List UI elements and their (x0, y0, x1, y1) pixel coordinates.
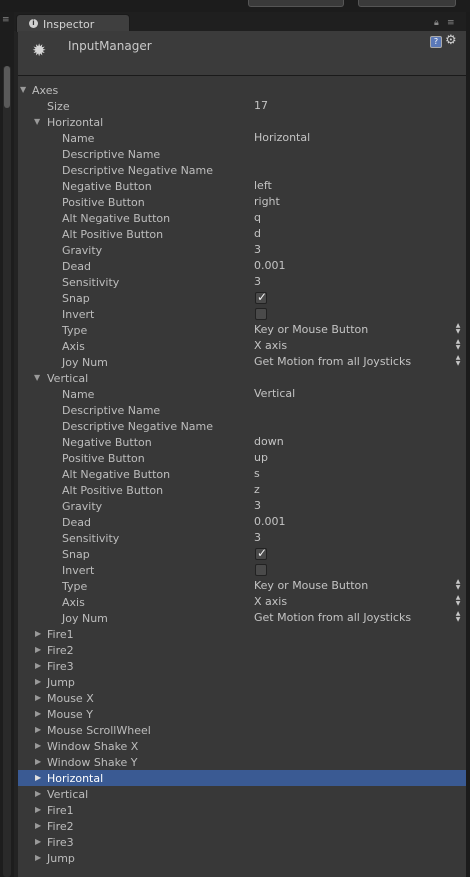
foldout-arrow-icon[interactable]: ▶ (35, 853, 42, 862)
settings-icon[interactable]: ⚙ (445, 33, 457, 48)
foldout-collapsed-axis[interactable] (18, 642, 466, 658)
field-label: Negative Button (62, 436, 152, 449)
foldout-arrow-icon[interactable]: ▶ (35, 821, 42, 830)
field-row-name (18, 130, 466, 146)
field-row-joy-num (18, 354, 466, 370)
dead-field[interactable]: 0.001 (254, 259, 286, 272)
sensitivity-field[interactable]: 3 (254, 275, 261, 288)
left-menu-icon[interactable]: ≡ (2, 15, 10, 25)
field-row-gravity (18, 498, 466, 514)
invert-checkbox[interactable] (255, 308, 267, 320)
field-row-descriptive-negative-name (18, 418, 466, 434)
stepper-icon[interactable]: ▲ ▼ (455, 578, 461, 591)
field-label: Alt Positive Button (62, 228, 164, 241)
field-label: Alt Positive Button (62, 484, 164, 497)
foldout-arrow-icon[interactable]: ▶ (35, 741, 42, 750)
field-row-name (18, 386, 466, 402)
help-icon[interactable]: ? (430, 36, 442, 48)
field-label: Snap (62, 548, 90, 561)
inspector-header (18, 31, 466, 76)
foldout-label: Fire1 (47, 804, 74, 817)
field-label: Gravity (62, 500, 103, 513)
foldout-collapsed-axis[interactable] (18, 850, 466, 866)
top-strip (0, 0, 470, 12)
field-label: Descriptive Name (62, 404, 161, 417)
field-label: Negative Button (62, 180, 152, 193)
joy-num-dropdown[interactable]: Get Motion from all Joysticks (254, 611, 412, 624)
field-label: Gravity (62, 244, 103, 257)
foldout-collapsed-axis[interactable] (18, 674, 466, 690)
field-label: Sensitivity (62, 532, 120, 545)
right-panel-edge (466, 12, 470, 877)
foldout-collapsed-axis[interactable] (18, 818, 466, 834)
snap-checkbox[interactable] (255, 548, 267, 560)
dead-field[interactable]: 0.001 (254, 515, 286, 528)
foldout-arrow-icon[interactable]: ▶ (35, 837, 42, 846)
foldout-label: Jump (47, 852, 75, 865)
foldout-arrow-icon[interactable]: ▶ (35, 789, 42, 798)
foldout-label: Horizontal (47, 772, 104, 785)
layout-dropdown[interactable] (358, 0, 456, 7)
foldout-label: Fire2 (47, 644, 74, 657)
foldout-arrow-icon[interactable]: ▶ (35, 709, 42, 718)
left-scrollbar[interactable] (3, 66, 11, 877)
lock-icon[interactable]: 🔒︎ (434, 18, 439, 28)
foldout-arrow-icon[interactable]: ▼ (34, 117, 41, 126)
field-label: Invert (62, 564, 95, 577)
name-field[interactable]: Horizontal (254, 131, 311, 144)
field-label: Type (62, 324, 88, 337)
foldout-horizontal[interactable] (18, 114, 466, 130)
foldout-label: Window Shake Y (47, 756, 138, 769)
tab-inspector[interactable] (16, 14, 130, 32)
foldout-label: Mouse X (47, 692, 94, 705)
alt-positive-button-field[interactable]: d (254, 227, 261, 240)
stepper-icon[interactable]: ▲ ▼ (455, 354, 461, 367)
field-row-joy-num (18, 610, 466, 626)
snap-checkbox[interactable] (255, 292, 267, 304)
gravity-field[interactable]: 3 (254, 243, 261, 256)
field-row-alt-negative-button (18, 210, 466, 226)
foldout-collapsed-axis[interactable] (18, 658, 466, 674)
foldout-label: Horizontal (47, 116, 104, 129)
foldout-label: Axes (32, 84, 59, 97)
foldout-vertical[interactable] (18, 370, 466, 386)
field-label: Type (62, 580, 88, 593)
field-row-descriptive-name (18, 146, 466, 162)
foldout-axes[interactable] (18, 82, 466, 98)
field-label: Alt Negative Button (62, 212, 171, 225)
foldout-collapsed-axis[interactable] (18, 834, 466, 850)
field-label: Snap (62, 292, 90, 305)
foldout-arrow-icon[interactable]: ▶ (35, 805, 42, 814)
size-row (18, 98, 466, 114)
alt-negative-button-field[interactable]: q (254, 211, 261, 224)
axis-dropdown[interactable]: X axis (254, 339, 288, 352)
menu-icon[interactable]: ≡ (447, 18, 455, 28)
alt-negative-button-field[interactable]: s (254, 467, 260, 480)
checkmark-icon: ✓ (257, 290, 268, 304)
foldout-arrow-icon[interactable]: ▶ (35, 757, 42, 766)
gravity-field[interactable]: 3 (254, 499, 261, 512)
foldout-label: Fire2 (47, 820, 74, 833)
type-dropdown[interactable]: Key or Mouse Button (254, 579, 369, 592)
field-label: Positive Button (62, 196, 145, 209)
foldout-arrow-icon[interactable]: ▼ (34, 373, 41, 382)
tab-label: Inspector (43, 18, 95, 31)
size-label: Size (47, 100, 70, 113)
foldout-collapsed-axis[interactable] (18, 626, 466, 642)
foldout-label: Vertical (47, 788, 89, 801)
foldout-collapsed-axis[interactable] (18, 770, 466, 786)
foldout-label: Window Shake X (47, 740, 139, 753)
foldout-label: Mouse ScrollWheel (47, 724, 151, 737)
name-field[interactable]: Vertical (254, 387, 296, 400)
stepper-icon[interactable]: ▲ ▼ (455, 322, 461, 335)
invert-checkbox[interactable] (255, 564, 267, 576)
field-row-axis (18, 594, 466, 610)
layers-dropdown[interactable] (248, 0, 344, 7)
field-row-type (18, 578, 466, 594)
field-row-positive-button (18, 194, 466, 210)
page-title: InputManager (68, 39, 152, 53)
foldout-collapsed-axis[interactable] (18, 738, 466, 754)
field-label: Invert (62, 308, 95, 321)
axis-dropdown[interactable]: X axis (254, 595, 288, 608)
field-row-invert (18, 306, 466, 322)
field-row-descriptive-negative-name (18, 162, 466, 178)
field-label: Positive Button (62, 452, 145, 465)
field-row-negative-button (18, 178, 466, 194)
negative-button-field[interactable]: down (254, 435, 284, 448)
left-scrollbar-thumb[interactable] (4, 66, 10, 108)
info-icon: i (29, 19, 38, 28)
foldout-arrow-icon[interactable]: ▶ (35, 725, 42, 734)
stepper-icon[interactable]: ▲ ▼ (455, 594, 461, 607)
field-row-invert (18, 562, 466, 578)
field-row-alt-positive-button (18, 226, 466, 242)
type-dropdown[interactable]: Key or Mouse Button (254, 323, 369, 336)
field-label: Descriptive Negative Name (62, 164, 214, 177)
field-label: Joy Num (62, 356, 108, 369)
field-label: Joy Num (62, 612, 108, 625)
field-row-axis (18, 338, 466, 354)
foldout-arrow-icon[interactable]: ▶ (35, 693, 42, 702)
field-label: Axis (62, 340, 85, 353)
size-field[interactable]: 17 (254, 99, 268, 112)
foldout-collapsed-axis[interactable] (18, 802, 466, 818)
field-label: Axis (62, 596, 85, 609)
foldout-arrow-icon[interactable]: ▶ (35, 645, 42, 654)
field-label: Descriptive Name (62, 148, 161, 161)
foldout-collapsed-axis[interactable] (18, 722, 466, 738)
field-row-positive-button (18, 450, 466, 466)
alt-positive-button-field[interactable]: z (254, 483, 260, 496)
sensitivity-field[interactable]: 3 (254, 531, 261, 544)
foldout-collapsed-axis[interactable] (18, 786, 466, 802)
field-row-dead (18, 258, 466, 274)
joy-num-dropdown[interactable]: Get Motion from all Joysticks (254, 355, 412, 368)
foldout-collapsed-axis[interactable] (18, 754, 466, 770)
foldout-arrow-icon[interactable]: ▶ (35, 629, 42, 638)
stepper-icon[interactable]: ▲ ▼ (455, 338, 461, 351)
foldout-arrow-icon[interactable]: ▶ (35, 773, 42, 782)
checkmark-icon: ✓ (257, 546, 268, 560)
field-row-sensitivity (18, 274, 466, 290)
foldout-label: Fire1 (47, 628, 74, 641)
foldout-collapsed-axis[interactable] (18, 706, 466, 722)
field-row-alt-positive-button (18, 482, 466, 498)
field-label: Descriptive Negative Name (62, 420, 214, 433)
foldout-label: Mouse Y (47, 708, 93, 721)
gear-icon: ✹ (32, 41, 47, 61)
field-label: Dead (62, 516, 91, 529)
tab-bar (14, 12, 466, 31)
positive-button-field[interactable]: up (254, 451, 268, 464)
foldout-label: Vertical (47, 372, 89, 385)
foldout-arrow-icon[interactable]: ▶ (35, 661, 42, 670)
field-row-type (18, 322, 466, 338)
field-row-descriptive-name (18, 402, 466, 418)
field-label: Dead (62, 260, 91, 273)
field-label: Alt Negative Button (62, 468, 171, 481)
foldout-label: Fire3 (47, 660, 74, 673)
foldout-label: Jump (47, 676, 75, 689)
negative-button-field[interactable]: left (254, 179, 272, 192)
field-row-snap (18, 290, 466, 306)
field-row-sensitivity (18, 530, 466, 546)
field-row-alt-negative-button (18, 466, 466, 482)
foldout-label: Fire3 (47, 836, 74, 849)
field-label: Name (62, 388, 95, 401)
field-label: Name (62, 132, 95, 145)
field-row-gravity (18, 242, 466, 258)
positive-button-field[interactable]: right (254, 195, 280, 208)
field-row-dead (18, 514, 466, 530)
foldout-arrow-icon[interactable]: ▶ (35, 677, 42, 686)
field-label: Sensitivity (62, 276, 120, 289)
field-row-snap (18, 546, 466, 562)
foldout-collapsed-axis[interactable] (18, 690, 466, 706)
foldout-arrow-icon[interactable]: ▼ (20, 85, 27, 94)
stepper-icon[interactable]: ▲ ▼ (455, 610, 461, 623)
field-row-negative-button (18, 434, 466, 450)
